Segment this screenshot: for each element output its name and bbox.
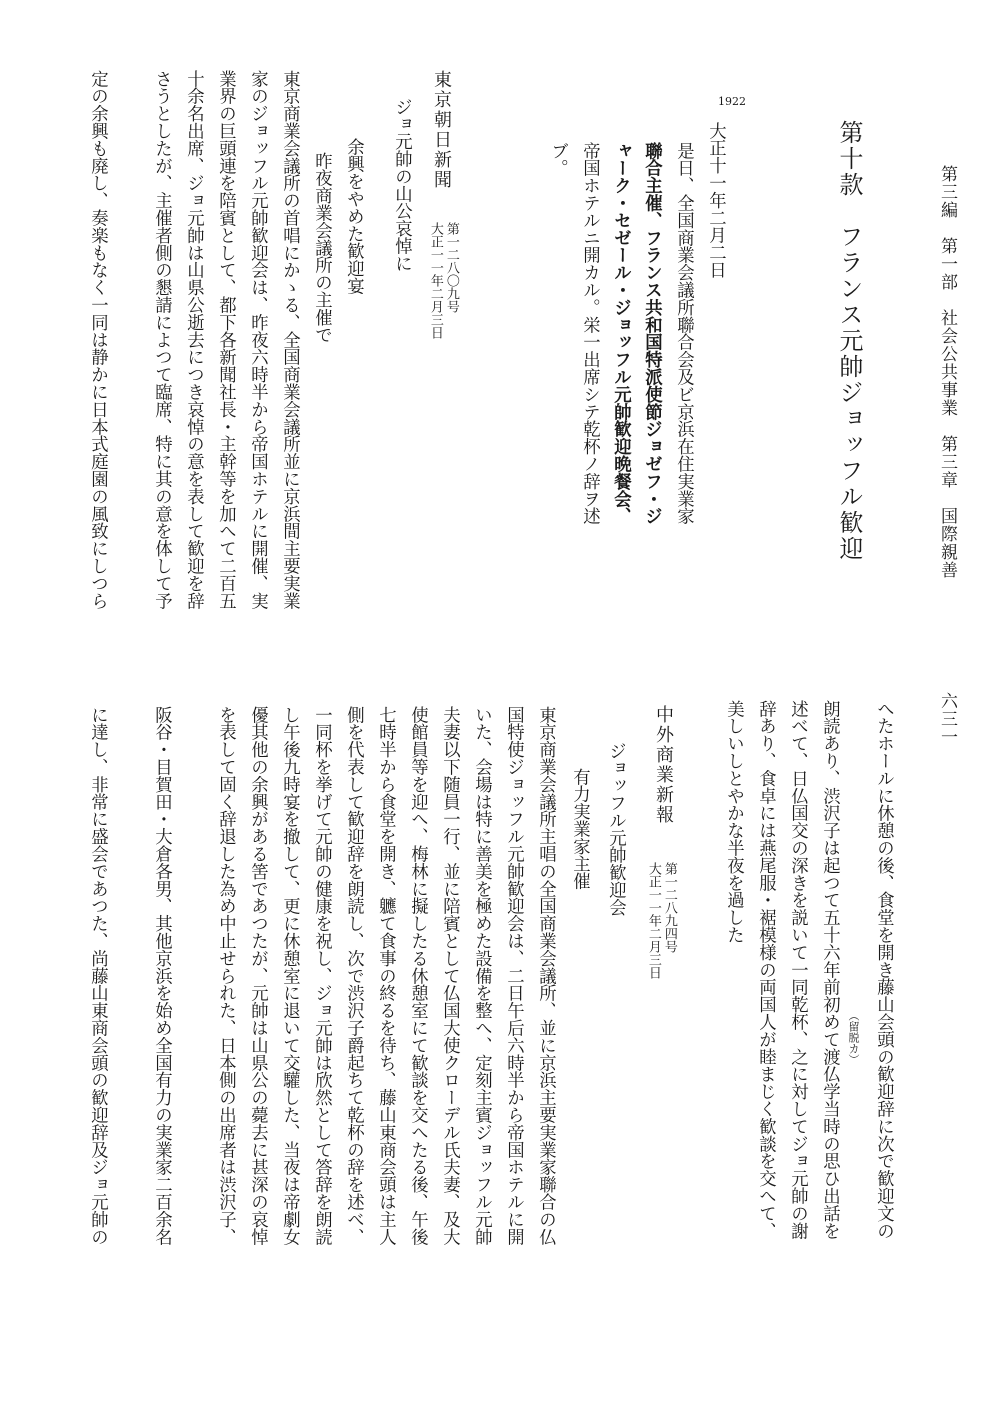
article2-line-7: 側を代表して歓迎辞を朗読し、次で渋沢子爵起ちて乾杯の辞を述べ、 — [343, 706, 364, 1246]
year-label: 1922 — [718, 95, 746, 108]
article1-issue-date: 大正一一年二月三日 — [427, 222, 443, 339]
article2-line-3: いた、会場は特に善美を極めた設備を整へ、定刻主賓ジョッフル元帥 — [471, 706, 492, 1246]
article1-line-3: 業界の巨頭連を陪賓として、都下各新聞社長・主幹等を加へて二百五 — [215, 70, 236, 610]
article2-line-2: 国特使ジョッフル元帥歓迎会は、二日午后六時半から帝国ホテルに開 — [503, 706, 524, 1246]
article2-headline-1: ジョッフル元帥歓迎会 — [605, 742, 626, 916]
article2-line-4: 夫妻以下随員一行、並に陪賓として仏国大使クローデル氏夫妻、及大 — [439, 706, 460, 1246]
article2-source: 中外商業新報 — [653, 705, 674, 825]
article1-cont-line-2: 朗読あり、渋沢子は起つて五十六年前初めて渡仏学当時の思ひ出話を — [819, 700, 840, 1240]
article2-line-1: 東京商業会議所主唱の全国商業会議所、並に京浜主要実業家聯合の仏 — [535, 706, 556, 1246]
article1-headline-1: ジョ元帥の山公哀悼に — [391, 98, 412, 272]
ruby-annotation: （留脱カ） — [847, 1010, 860, 1065]
section-date: 大正十一年二月二日 — [705, 122, 726, 279]
article1-line-1: 東京商業会議所の首唱にかゝる、全国商業会議所並に京浜間主要実業 — [279, 70, 300, 610]
article1-cont-line-5: 美しいしとやかな半夜を過した — [723, 700, 744, 944]
article1-line-2: 家のジョッフル元帥歓迎会は、昨夜六時半から帝国ホテルに開催、実 — [247, 70, 268, 610]
main-line-4: 帝国ホテルニ開カル。栄一出席シテ乾杯ノ辞ヲ述 — [579, 142, 600, 525]
article1-headline-3: 昨夜商業会議所の主催で — [311, 152, 332, 344]
article1-cont-line-4: 辞あり、食卓には燕尾服・裾模様の両国人が睦まじく歓談を交へて、 — [755, 700, 776, 1240]
section-title: 第十款 フランス元帥ジョッフル歓迎 — [835, 120, 863, 562]
article1-headline-2: 余興をやめた歓迎宴 — [343, 138, 364, 295]
article2-line-5: 使館員等を迎へ、梅林に擬したる休憩室にて歓談を交へたる後、午後 — [407, 706, 428, 1246]
article1-source: 東京朝日新聞 — [431, 70, 452, 190]
article2-line-9: し午後九時宴を撤して、更に休憩室に退いて交驩した、当夜は帝劇女 — [279, 706, 300, 1246]
article2-issue-no: 第一二八九四号 — [661, 862, 677, 953]
article1-line-4: 十余名出席、ジョ元帥は山県公逝去につき哀悼の意を表して歓迎を辞 — [183, 70, 204, 610]
running-head: 第三編 第一部 社会公共事業 第三章 国際親善 — [937, 165, 957, 579]
article2-line-11: を表して固く辞退した為め中止せられた、日本側の出席者は渋沢子、 — [215, 706, 236, 1246]
article2-line-13: に達し、非常に盛会であつた、尚藤山東商会頭の歓迎辞及ジョ元帥の — [87, 706, 108, 1246]
article1-issue-no: 第一二八〇九号 — [443, 222, 459, 313]
article2-line-6: 七時半から食堂を開き、軈て食事の終るを待ち、藤山東商会頭は主人 — [375, 706, 396, 1246]
article2-headline-2: 有力実業家主催 — [569, 768, 590, 890]
article1-line-5: さうとしたが、主催者側の懇請によつて臨席、特に其の意を体して予 — [151, 70, 172, 610]
article2-issue-date: 大正一一年二月三日 — [645, 862, 661, 979]
main-line-3: ャーク・セゼール・ジョッフル元帥歓迎晩餐会、 — [610, 142, 631, 525]
page-number: 六三一 — [937, 692, 957, 746]
article1-cont-line-1: へたホールに休憩の後、食堂を開き藤山会頭の歓迎辞に次で歓迎文の — [873, 700, 894, 1240]
main-line-2: 聯合主催、フランス共和国特派使節ジョゼフ・ジ — [641, 142, 662, 525]
main-line-5: ブ。 — [547, 142, 568, 177]
article1-cont-line-3: 述べて、日仏国交の深きを説いて一同乾杯、之に対してジョ元帥の謝 — [787, 700, 808, 1240]
main-line-1: 是日、全国商業会議所聯合会及ビ京浜在住実業家 — [673, 142, 694, 525]
article2-line-12: 阪谷・目賀田・大倉各男、其他京浜を始め全国有力の実業家二百余名 — [151, 706, 172, 1246]
article1-line-6: 定の余興も廃し、奏楽もなく一同は静かに日本式庭園の風致にしつら — [87, 70, 108, 610]
article2-line-10: 優其他の余興がある筈であつたが、元帥は山県公の薨去に甚深の哀悼 — [247, 706, 268, 1246]
article2-line-8: 一同杯を挙げて元帥の健康を祝し、ジョ元帥は欣然として答辞を朗読 — [311, 706, 332, 1246]
